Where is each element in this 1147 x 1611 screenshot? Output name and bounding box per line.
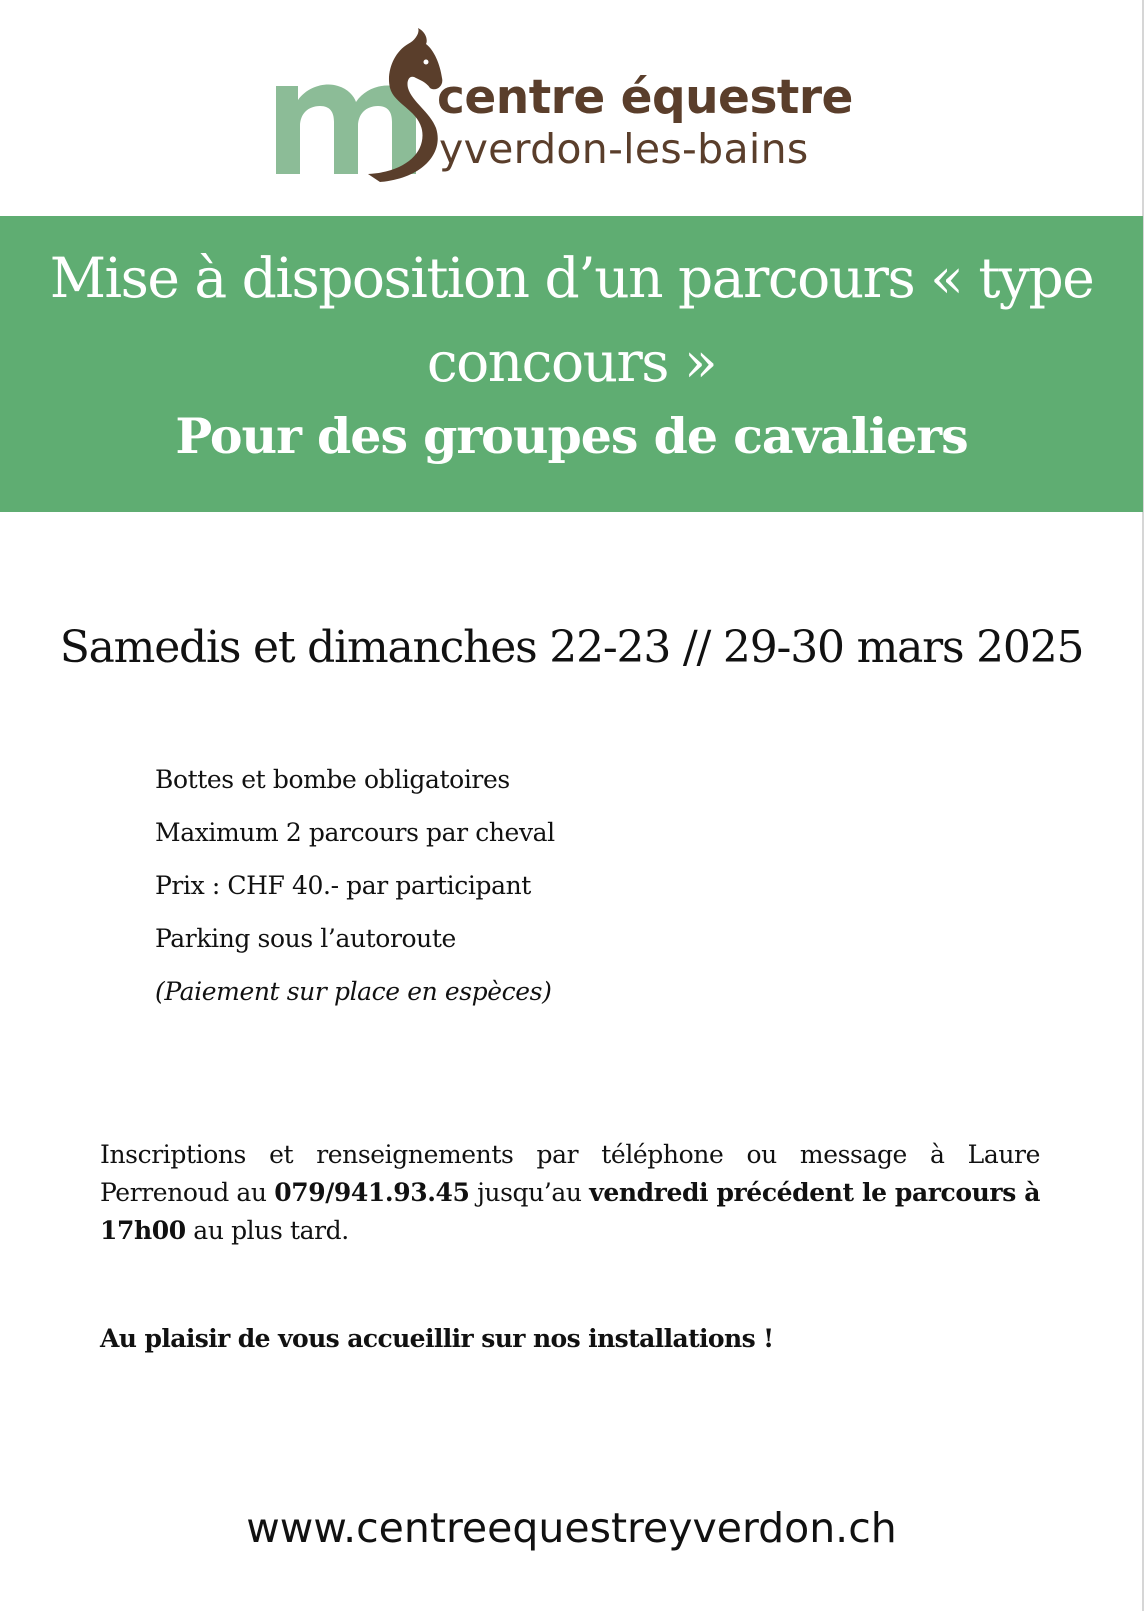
banner-subtitle: Pour des groupes de cavaliers <box>175 407 968 465</box>
banner-title: Mise à disposition d’un parcours « type concours » <box>49 246 1094 394</box>
horse-eye-icon <box>424 60 429 65</box>
closing-message: Au plaisir de vous accueillir sur nos installations ! <box>100 1324 774 1353</box>
info-item-price: Prix : CHF 40.- par participant <box>155 871 531 900</box>
info-item-equipment: Bottes et bombe obligatoires <box>155 765 510 794</box>
event-dates: Samedis et dimanches 22-23 // 29-30 mars 2025 <box>59 622 1084 673</box>
info-list <box>155 760 555 1025</box>
registration-paragraph <box>100 1136 1040 1250</box>
centre-logo <box>276 22 876 182</box>
phone-number: 079/941.93.45 <box>274 1178 470 1207</box>
info-item-payment-note: (Paiement sur place en espèces) <box>155 977 552 1006</box>
info-item-parking: Parking sous l’autoroute <box>155 924 456 953</box>
logo-m-shape <box>276 85 416 174</box>
registration-text-start: Inscriptions et renseignements par téléphone ou message à Laure Perrenoud au <box>100 1140 1040 1207</box>
logo-line-centre: centre équestre <box>437 70 853 125</box>
headline-banner <box>0 216 1143 512</box>
registration-text-end: au plus tard. <box>185 1216 349 1245</box>
registration-deadline: vendredi précédent le parcours à 17h00 <box>100 1178 1040 1245</box>
logo-line-town: yverdon-les-bains <box>439 125 809 173</box>
registration-text-middle: jusqu’au <box>469 1178 590 1207</box>
info-item-maximum: Maximum 2 parcours par cheval <box>155 818 555 847</box>
website-link[interactable]: www.centreequestreyverdon.ch <box>246 1504 897 1552</box>
